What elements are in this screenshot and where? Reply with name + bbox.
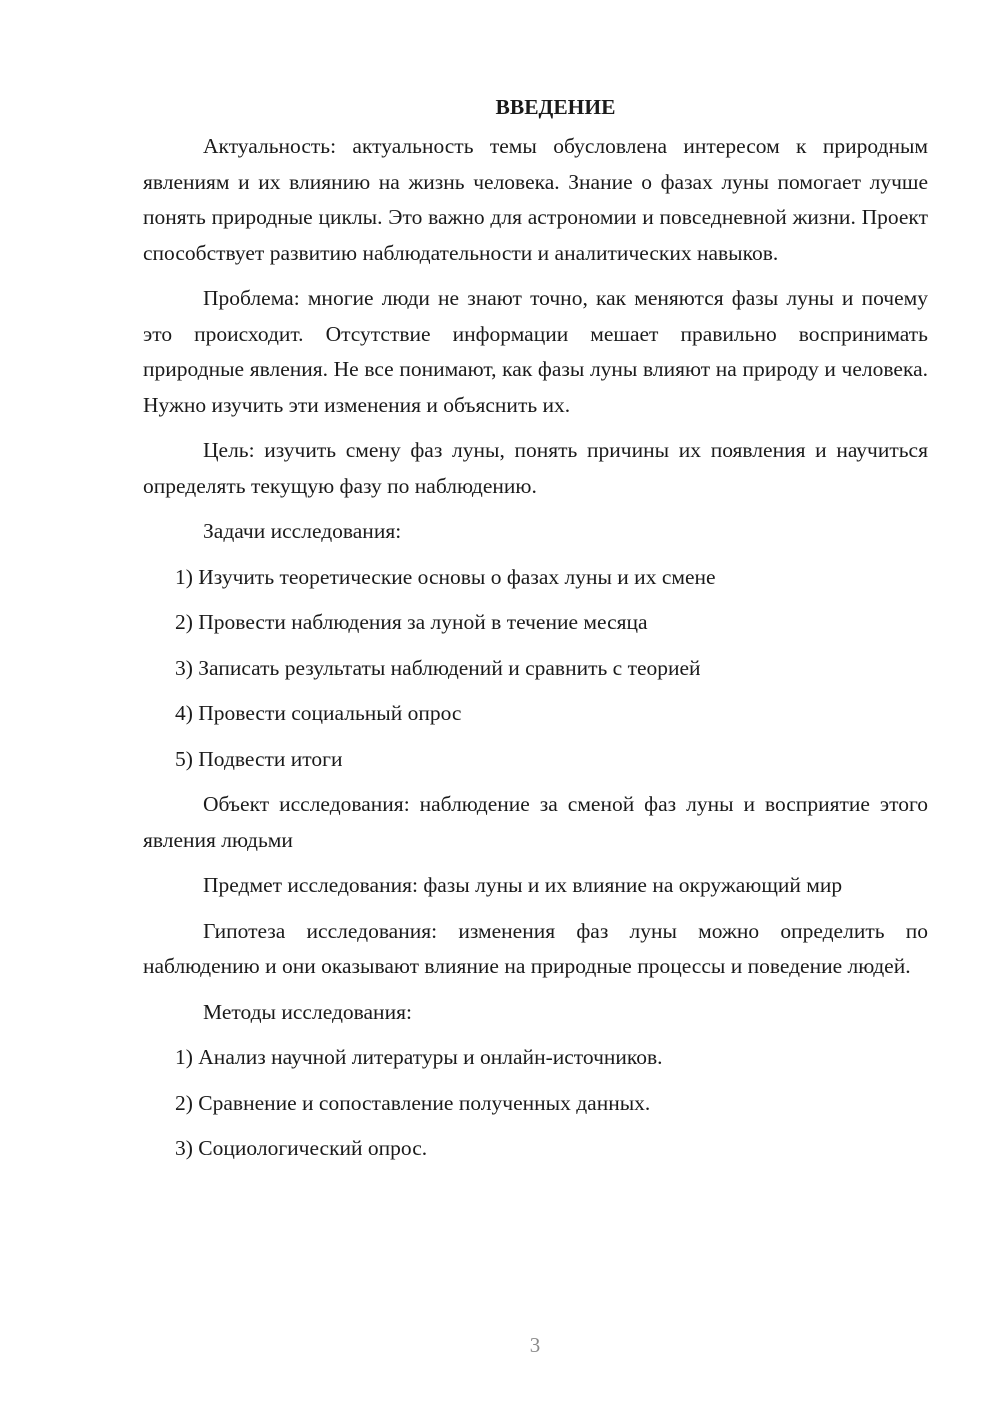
list-item: 3) Записать результаты наблюдений и сравнить с теорией	[175, 655, 701, 680]
list-item: 5) Подвести итоги	[175, 746, 343, 771]
problem-paragraph: Проблема: многие люди не знают точно, как меняются фазы луны и почему это происходит. Отсутствие информации мешает правильно воспринимать природные явления. Не все понимают, как фазы луны влияют на природу и человека. Нужно изучить эти изменения и объяснить их.	[143, 286, 928, 417]
relevance-paragraph: Актуальность: актуальность темы обусловлена интересом к природным явлениям и их влиянию на жизнь человека. Знание о фазах луны помогает лучше понять природные циклы. Это важно для астрономии и повседневной жизни. Проект способствует развитию наблюдательности и аналитических навыков.	[143, 134, 928, 265]
document-page	[143, 90, 928, 1177]
list-item: 2) Провести наблюдения за луной в течение месяца	[175, 610, 648, 634]
goal-paragraph: Цель: изучить смену фаз луны, понять причины их появления и научиться определять текущую фазу по наблюдению.	[143, 438, 928, 498]
subject-paragraph: Предмет исследования: фазы луны и их влияние на окружающий мир	[203, 873, 843, 897]
tasks-heading: Задачи исследования:	[203, 519, 402, 543]
list-item: 3) Социологический опрос.	[175, 1136, 428, 1160]
methods-heading: Методы исследования:	[203, 999, 412, 1024]
list-item: 4) Провести социальный опрос	[175, 701, 462, 725]
page-title: ВВЕДЕНИЕ	[495, 95, 616, 119]
list-item: 1) Изучить теоретические основы о фазах луны и их смене	[175, 564, 716, 589]
methods-list	[143, 1040, 928, 1167]
tasks-list	[143, 560, 928, 778]
list-item: 2) Сравнение и сопоставление полученных данных.	[175, 1090, 651, 1115]
hypothesis-paragraph: Гипотеза исследования: изменения фаз луны можно определить по наблюдению и они оказывают влияние на природные процессы и поведение людей.	[143, 918, 928, 978]
list-item: 1) Анализ научной литературы и онлайн-источников.	[175, 1045, 663, 1069]
page-number: 3	[529, 1333, 541, 1357]
object-paragraph: Объект исследования: наблюдение за сменой фаз луны и восприятие этого явления людьми	[143, 792, 928, 852]
